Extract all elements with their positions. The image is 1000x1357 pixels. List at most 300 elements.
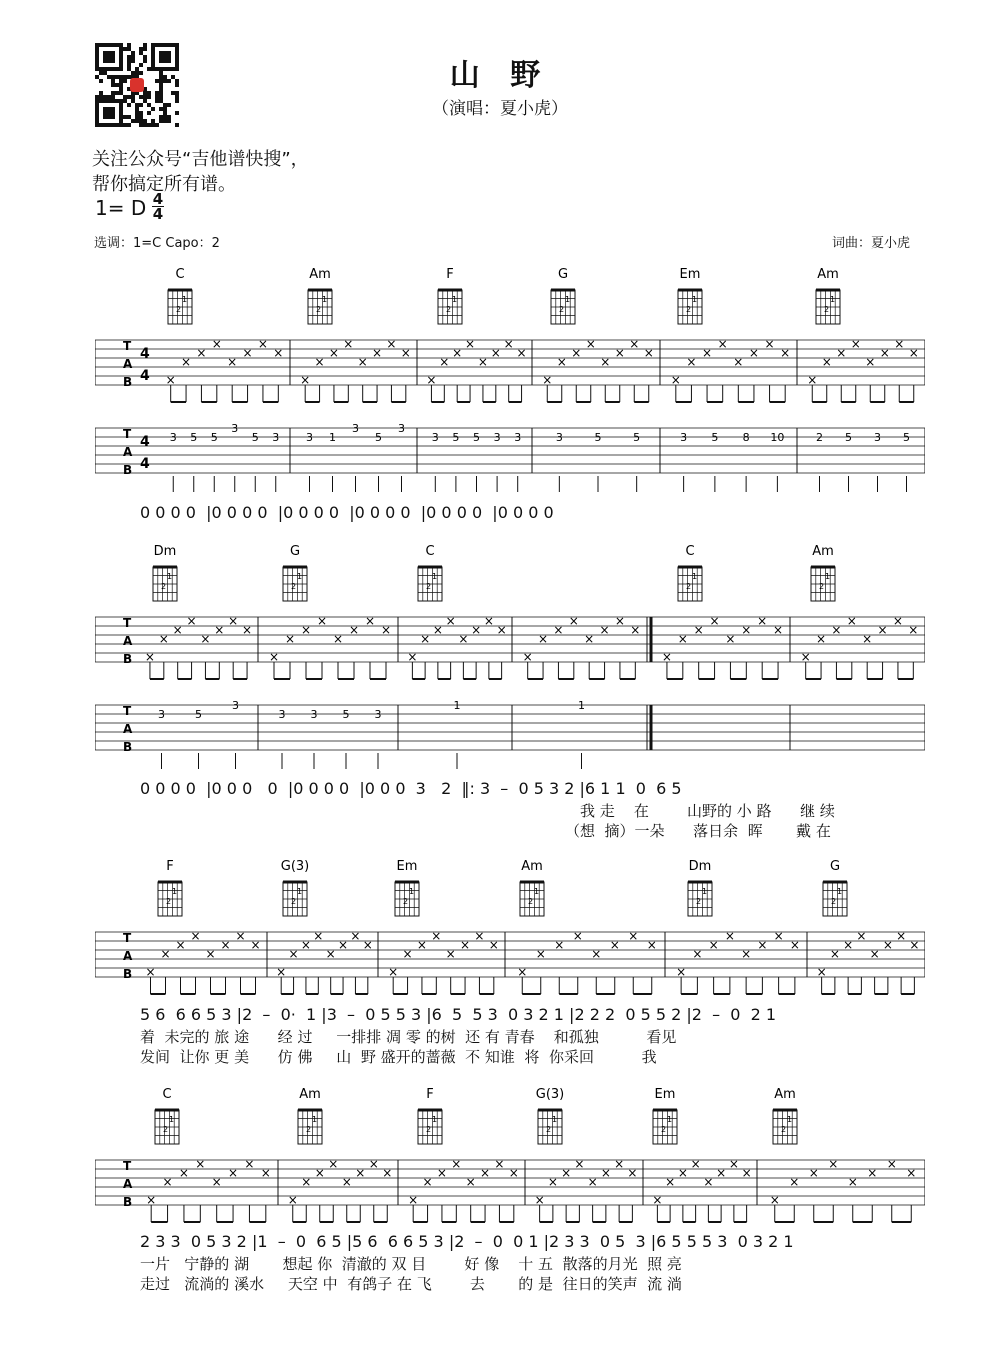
credits: 词曲：夏小虎 — [832, 236, 911, 251]
strum-x: × — [535, 947, 546, 961]
strum-x: × — [416, 938, 427, 952]
chord-finger: 1 — [787, 1115, 793, 1124]
tab-fret: 3 — [374, 708, 382, 721]
strum-x: × — [436, 1166, 447, 1180]
chord-name: C — [685, 545, 695, 559]
system-1 — [95, 268, 925, 528]
strum-x: × — [728, 1157, 739, 1171]
song-title: 山 野 — [449, 58, 551, 93]
tab-time: 4 — [140, 456, 150, 472]
strum-x: × — [205, 947, 216, 961]
chord-finger: 1 — [297, 572, 303, 581]
strum-x: × — [228, 1166, 239, 1180]
chord-finger: 2 — [686, 582, 692, 591]
numbered-line-4: 2 3 3 0 5 3 2 |1 – 0 6 5 |5 6 6 6 5 3 |2 – 0 0 1 |2 3 3 0 5 3 |6 5 5 5 3 0 3 2 1 — [140, 1232, 794, 1251]
strum-x: × — [200, 632, 211, 646]
strum-x: × — [628, 929, 639, 943]
tab-fret: 10 — [770, 431, 785, 444]
chord-finger: 1 — [825, 572, 831, 581]
strum-x: × — [741, 1166, 752, 1180]
strum-x: × — [227, 355, 238, 369]
chord-name: Am — [817, 268, 839, 282]
chord-name: C — [175, 268, 185, 282]
strum-x: × — [773, 929, 784, 943]
chord-name: Em — [654, 1088, 676, 1102]
tab-fret: 2 — [816, 431, 823, 444]
chord-finger: 1 — [565, 295, 571, 304]
chord-finger: 1 — [692, 572, 698, 581]
tab-fret: 5 — [594, 431, 602, 444]
lyrics-2-verse-2: （想 摘）一朵 落日余 晖 戴 在 — [565, 822, 831, 840]
tab-fret: 5 — [711, 431, 719, 444]
strum-x: × — [894, 337, 905, 351]
strum-x: × — [220, 938, 231, 952]
strum-x: × — [328, 346, 339, 360]
strum-x: × — [144, 650, 155, 664]
tab-fret: 5 — [190, 431, 198, 444]
chord-finger: 1 — [534, 887, 540, 896]
tab-fret: 3 — [272, 431, 280, 444]
tab-time: 4 — [140, 434, 150, 450]
system-1-notation — [95, 268, 925, 528]
strum-x: × — [862, 632, 873, 646]
strum-x: × — [300, 623, 312, 637]
chord-finger: 2 — [781, 1125, 787, 1134]
chord-finger: 2 — [426, 582, 432, 591]
strum-x: × — [789, 938, 800, 952]
strum-x: × — [211, 337, 222, 351]
strum-x: × — [896, 929, 907, 943]
strum-x: × — [211, 1175, 222, 1189]
chord-finger: 2 — [824, 305, 830, 314]
chord-finger: 2 — [403, 897, 409, 906]
song-subtitle: （演唱：夏小虎） — [432, 99, 568, 119]
strum-x: × — [686, 355, 697, 369]
strum-x: × — [445, 947, 456, 961]
strum-x: × — [235, 929, 246, 943]
chord-finger: 2 — [166, 897, 172, 906]
chord-finger: 2 — [696, 897, 702, 906]
strum-x: × — [741, 947, 752, 961]
strum-x: × — [534, 1193, 545, 1207]
tab-clef: A — [123, 1177, 133, 1191]
strum-x: × — [869, 947, 880, 961]
strum-x: × — [676, 965, 687, 979]
strum-x: × — [300, 938, 311, 952]
chord-finger: 1 — [297, 887, 303, 896]
chord-finger: 1 — [167, 572, 173, 581]
chord-name: G — [557, 268, 569, 282]
strum-x: × — [284, 632, 296, 646]
tab-clef: A — [123, 634, 133, 648]
tab-clef: B — [123, 652, 133, 666]
chord-finger: 2 — [446, 305, 452, 314]
strum-x: × — [388, 965, 399, 979]
strum-x: × — [892, 614, 903, 628]
lyrics-3-verse-1: 着 未完的 旅 途 经 过 一排排 凋 零 的树 还 有 青春 和孤独 看见 — [140, 1028, 677, 1046]
strum-x: × — [789, 1175, 800, 1189]
strum-x: × — [250, 938, 261, 952]
tab-fret: 1 — [329, 431, 336, 444]
strum-x: × — [553, 623, 564, 637]
strum-x: × — [709, 614, 720, 628]
strum-x: × — [314, 355, 325, 369]
chord-name: Am — [812, 545, 834, 559]
time-bottom: 4 — [152, 205, 164, 223]
chord-name: F — [446, 268, 454, 282]
chord-finger: 2 — [306, 1125, 312, 1134]
strum-x: × — [181, 355, 192, 369]
tab-time: 4 — [140, 346, 150, 362]
strum-x: × — [314, 1166, 325, 1180]
strum-x: × — [445, 614, 456, 628]
strum-x: × — [465, 337, 476, 351]
strum-x: × — [661, 650, 672, 664]
strum-x: × — [422, 1175, 433, 1189]
strum-x: × — [773, 623, 784, 637]
strum-x: × — [316, 614, 328, 628]
strum-x: × — [300, 373, 311, 387]
strum-x: × — [568, 614, 579, 628]
chord-name: G(3) — [280, 860, 310, 874]
chord-name: Em — [396, 860, 418, 874]
tab-clef: T — [123, 427, 132, 441]
strum-x: × — [847, 1175, 858, 1189]
strum-x: × — [571, 346, 582, 360]
strum-x: × — [865, 355, 876, 369]
tab-fret: 3 — [680, 431, 688, 444]
strum-x: × — [757, 938, 768, 952]
strum-x: × — [348, 623, 360, 637]
strum-x: × — [158, 632, 169, 646]
tab-clef: A — [123, 357, 133, 371]
strum-x: × — [508, 1166, 519, 1180]
chord-finger: 1 — [312, 1115, 318, 1124]
strum-x: × — [614, 346, 625, 360]
chord-finger: 2 — [661, 1125, 667, 1134]
tab-clef: T — [123, 931, 132, 945]
tab-fret: 5 — [473, 431, 480, 444]
chord-name: C — [425, 545, 435, 559]
strum-x: × — [600, 355, 611, 369]
strum-x: × — [465, 1175, 476, 1189]
strum-x: × — [748, 346, 759, 360]
strum-x: × — [494, 1157, 505, 1171]
tab-clef: T — [123, 616, 132, 630]
chord-name: G(3) — [535, 1088, 565, 1102]
strum-x: × — [724, 929, 735, 943]
strum-x: × — [561, 1166, 572, 1180]
strum-x: × — [402, 947, 413, 961]
strum-x: × — [757, 614, 768, 628]
strum-x: × — [908, 623, 919, 637]
strum-x: × — [850, 337, 861, 351]
strum-x: × — [733, 355, 744, 369]
strum-x: × — [816, 632, 827, 646]
strum-x: × — [542, 373, 553, 387]
key-label: 1= D — [95, 196, 147, 220]
strum-x: × — [614, 1157, 625, 1171]
strum-x: × — [627, 1166, 638, 1180]
strum-x: × — [867, 1166, 878, 1180]
strum-x: × — [522, 650, 533, 664]
strum-x: × — [591, 947, 602, 961]
strum-x: × — [355, 1166, 366, 1180]
strum-x: × — [517, 965, 528, 979]
strum-x: × — [474, 929, 485, 943]
tab-fret: 5 — [633, 431, 641, 444]
tab-fret: 5 — [210, 431, 218, 444]
tab-clef: B — [123, 375, 133, 389]
strum-x: × — [879, 346, 890, 360]
strum-x: × — [600, 1166, 611, 1180]
strum-x: × — [574, 1157, 585, 1171]
strum-x: × — [451, 1157, 462, 1171]
lyrics-4-verse-1: 一片 宁静的 湖 想起 你 清澈的 双 目 好 像 十 五 散落的月光 照 亮 — [140, 1255, 682, 1273]
chord-finger: 1 — [409, 887, 415, 896]
strum-x: × — [260, 1166, 271, 1180]
chord-finger: 1 — [702, 887, 708, 896]
tab-clef: B — [123, 1195, 133, 1209]
strum-x: × — [328, 1157, 339, 1171]
chord-finger: 1 — [830, 295, 836, 304]
chord-name: G — [289, 545, 301, 559]
chord-finger: 2 — [831, 897, 837, 906]
chord-name: Am — [299, 1088, 321, 1102]
tab-fret: 5 — [452, 431, 460, 444]
strum-x: × — [357, 355, 368, 369]
tab-fret: 3 — [493, 431, 501, 444]
chord-finger: 2 — [163, 1125, 169, 1134]
strum-x: × — [677, 632, 688, 646]
chord-finger: 2 — [819, 582, 825, 591]
chord-finger: 1 — [172, 887, 178, 896]
strum-x: × — [599, 623, 610, 637]
strum-x: × — [716, 1166, 727, 1180]
chord-name: C — [162, 1088, 172, 1102]
strum-x: × — [338, 938, 349, 952]
strum-x: × — [665, 1175, 676, 1189]
promo-line-1: 关注公众号“吉他谱快搜”， — [92, 149, 309, 170]
strum-x: × — [350, 929, 361, 943]
strum-x: × — [538, 632, 549, 646]
strum-x: × — [480, 1166, 491, 1180]
strum-x: × — [420, 632, 431, 646]
strum-x: × — [808, 1166, 819, 1180]
strum-x: × — [145, 965, 156, 979]
strum-x: × — [471, 623, 482, 637]
strum-x: × — [364, 614, 376, 628]
tab-fret: 5 — [251, 431, 259, 444]
chord-name: G — [829, 860, 841, 874]
tab-fret: 3 — [306, 431, 313, 444]
numbered-line-1: 0 0 0 0 |0 0 0 0 |0 0 0 0 |0 0 0 0 |0 0 0 0 |0 0 0 0 — [140, 503, 554, 522]
strum-x: × — [313, 929, 324, 943]
chord-name: Am — [309, 268, 331, 282]
strum-x: × — [160, 947, 171, 961]
tab-fret: 1 — [453, 699, 461, 712]
chord-finger: 1 — [432, 1115, 438, 1124]
chord-name: Em — [679, 268, 701, 282]
strum-x: × — [908, 346, 919, 360]
strum-x: × — [693, 623, 704, 637]
strum-x: × — [439, 355, 450, 369]
chord-finger: 2 — [161, 582, 167, 591]
strum-x: × — [882, 938, 893, 952]
strum-x: × — [273, 346, 284, 360]
chord-finger: 2 — [176, 305, 182, 314]
numbered-line-3: 5 6 6 6 5 3 |2 – 0· 1 |3 – 0 5 5 3 |6 5 5 3 0 3 2 1 |2 2 2 0 5 5 2 |2 – 0 2 1 — [140, 1005, 777, 1024]
strum-x: × — [677, 1166, 688, 1180]
strum-x: × — [503, 337, 514, 351]
tab-clef: A — [123, 445, 133, 459]
tab-fret: 3 — [514, 431, 522, 444]
tab-fret: 3 — [431, 431, 439, 444]
time-top: 4 — [152, 190, 164, 208]
strum-x: × — [572, 929, 583, 943]
strum-x: × — [362, 938, 373, 952]
tab-time: 4 — [140, 368, 150, 384]
strum-x: × — [846, 614, 857, 628]
strum-x: × — [165, 373, 176, 387]
strum-x: × — [341, 1175, 352, 1189]
chord-finger: 1 — [667, 1115, 673, 1124]
tab-fret: 5 — [342, 708, 350, 721]
tab-fret: 3 — [555, 431, 563, 444]
chord-finger: 1 — [452, 295, 458, 304]
chord-name: Dm — [153, 545, 177, 559]
strum-x: × — [584, 632, 595, 646]
strum-x: × — [186, 614, 197, 628]
strum-x: × — [807, 373, 818, 387]
tab-fret: 3 — [158, 708, 165, 721]
chord-name: F — [426, 1088, 434, 1102]
strum-x: × — [368, 1157, 379, 1171]
strum-x: × — [325, 947, 336, 961]
strum-x: × — [708, 938, 719, 952]
lyrics-4-verse-2: 走过 流淌的 溪水 天空 中 有鸽子 在 飞 去 的 是 往日的笑声 流 淌 — [140, 1275, 682, 1293]
chord-name: Am — [774, 1088, 796, 1102]
tab-fret: 3 — [278, 708, 286, 721]
strum-x: × — [547, 1175, 558, 1189]
lyrics-2-verse-1: 我 走 在 山野的 小 路 继 续 — [580, 802, 835, 820]
chord-finger: 2 — [316, 305, 322, 314]
strum-x: × — [431, 929, 442, 943]
strum-x: × — [483, 614, 494, 628]
chord-finger: 2 — [546, 1125, 552, 1134]
chord-finger: 2 — [559, 305, 565, 314]
strum-x: × — [257, 337, 268, 351]
tab-clef: A — [123, 722, 133, 736]
strum-x: × — [877, 623, 888, 637]
strum-x: × — [172, 623, 183, 637]
strum-x: × — [828, 1157, 839, 1171]
chord-finger: 1 — [169, 1115, 175, 1124]
strum-x: × — [477, 355, 488, 369]
strum-x: × — [717, 337, 728, 351]
strum-x: × — [408, 1193, 419, 1207]
strum-x: × — [609, 938, 620, 952]
strum-x: × — [690, 1157, 701, 1171]
tab-fret: 5 — [375, 431, 382, 444]
chord-finger: 1 — [552, 1115, 558, 1124]
tab-clef: T — [123, 339, 132, 353]
strum-x: × — [343, 337, 354, 351]
strum-x: × — [372, 346, 383, 360]
strum-x: × — [195, 1157, 206, 1171]
strum-x: × — [702, 346, 713, 360]
strum-x: × — [488, 938, 499, 952]
strum-x: × — [614, 614, 625, 628]
tab-fret: 3 — [231, 422, 239, 435]
strum-x: × — [146, 1193, 157, 1207]
chord-finger: 1 — [432, 572, 438, 581]
strum-x: × — [703, 1175, 714, 1189]
strum-x: × — [380, 623, 392, 637]
strum-x: × — [831, 623, 842, 637]
tab-fret: 8 — [742, 431, 750, 444]
chord-finger: 2 — [291, 582, 297, 591]
chord-finger: 1 — [692, 295, 698, 304]
numbered-line-2: 0 0 0 0 |0 0 0 0 |0 0 0 0 |0 0 0 3 2 ‖: 3 – 0 5 3 2 |6 1 1 0 6 5 — [140, 779, 682, 798]
chord-finger: 1 — [322, 295, 328, 304]
strum-x: × — [426, 373, 437, 387]
promo-line-2: 帮你搞定所有谱。 — [92, 174, 236, 195]
strum-x: × — [843, 938, 854, 952]
strum-x: × — [725, 632, 736, 646]
chord-name: Dm — [688, 860, 712, 874]
strum-x: × — [556, 355, 567, 369]
strum-x: × — [780, 346, 791, 360]
chord-finger: 2 — [686, 305, 692, 314]
tab-clef: B — [123, 967, 133, 981]
strum-x: × — [288, 947, 299, 961]
strum-x: × — [516, 346, 527, 360]
strum-x: × — [836, 346, 847, 360]
strum-x: × — [800, 650, 811, 664]
time-signature — [152, 192, 164, 221]
strum-x: × — [432, 623, 443, 637]
strum-x: × — [692, 947, 703, 961]
strum-x: × — [407, 650, 418, 664]
tab-fret: 3 — [310, 708, 318, 721]
strum-x: × — [630, 623, 641, 637]
tab-clef: B — [123, 740, 133, 754]
strum-x: × — [906, 1166, 917, 1180]
strum-x: × — [382, 1166, 393, 1180]
strum-x: × — [242, 346, 253, 360]
strum-x: × — [190, 929, 201, 943]
chord-finger: 2 — [426, 1125, 432, 1134]
tab-fret: 3 — [169, 431, 177, 444]
strum-x: × — [196, 346, 207, 360]
tab-fret: 3 — [874, 431, 881, 444]
strum-x: × — [629, 337, 640, 351]
tab-fret: 5 — [903, 431, 910, 444]
chord-finger: 1 — [182, 295, 188, 304]
tab-clef: B — [123, 463, 133, 477]
tab-clef: A — [123, 949, 133, 963]
strum-x: × — [242, 623, 253, 637]
strum-x: × — [490, 346, 501, 360]
strum-x: × — [175, 938, 186, 952]
strum-x: × — [554, 938, 565, 952]
strum-x: × — [769, 1193, 780, 1207]
tab-fret: 3 — [398, 422, 405, 435]
chord-finger: 2 — [291, 897, 297, 906]
strum-x: × — [386, 337, 397, 351]
strum-x: × — [458, 632, 469, 646]
